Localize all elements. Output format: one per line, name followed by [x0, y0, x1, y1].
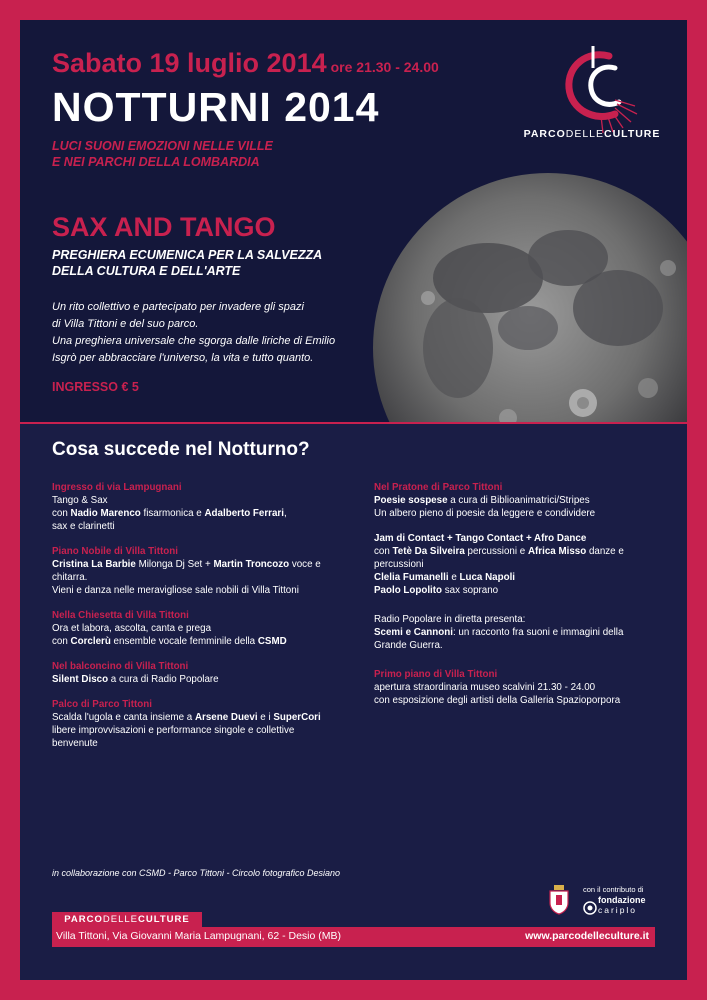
program-item: Jam di Contact + Tango Contact + Afro Dance con Tetè Da Silveira percussioni e Africa Misso danze e percussioni Clelia Fumanelli e Luca Napoli Paolo Lopolito sax soprano — [374, 533, 624, 596]
collaboration-note: in collaborazione con CSMD - Parco Tittoni - Circolo fotografico Desiano — [52, 868, 341, 878]
divider — [20, 422, 687, 424]
footer-logo: PARCODELLECULTURE — [52, 912, 202, 927]
program-column-left — [52, 481, 362, 762]
footer-bar — [52, 927, 655, 947]
event-title: NOTTURNI 2014 — [52, 84, 380, 130]
event-date: Sabato 19 luglio 2014 ore 21.30 - 24.00 — [52, 48, 439, 78]
program-item: Nel balconcino di Villa Tittoni Silent Disco a cura di Radio Popolare — [52, 661, 219, 685]
headline-title: SAX AND TANGO — [52, 212, 276, 242]
program-item: Primo piano di Villa Tittoni apertura straordinaria museo scalvini 21.30 - 24.00 con esposizione degli artisti della Galleria Spazioporpora — [374, 669, 621, 706]
website-link[interactable]: www.parcodelleculture.it — [525, 930, 649, 942]
headline-description: Un rito collettivo e partecipato per invadere gli spazi di Villa Tittoni e del suo parco. Una preghiera universale che sgorga dalle liriche di Emilio Isgrò per abbracciare l'universo, la vita e tutto quanto. — [52, 301, 336, 364]
program-item: Radio Popolare in diretta presenta: Scemi e Cannoni: un racconto fra suoni e immagini della Grande Guerra. — [374, 614, 624, 651]
fondazione-cariplo-text: fondazione cariplo — [598, 895, 646, 915]
program-title: Cosa succede nel Notturno? — [52, 439, 310, 460]
header-panel — [20, 20, 687, 422]
municipal-crest-icon — [548, 885, 570, 915]
logo-wordmark: PARCODELLECULTURE — [523, 128, 661, 140]
address: Villa Tittoni, Via Giovanni Maria Lampugnani, 62 - Desio (MB) — [56, 930, 341, 942]
moon-image — [368, 168, 687, 422]
headline-subtitle: PREGHIERA ECUMENICA PER LA SALVEZZA DELLA CULTURA E DELL'ARTE — [52, 248, 323, 278]
program-column-right — [374, 481, 684, 719]
program-item: Piano Nobile di Villa Tittoni Cristina La Barbie Milonga Dj Set + Martin Troncozo voce e chitarra. Vieni e danza nelle meravigliose sale nobili di Villa Tittoni — [52, 546, 321, 596]
contribution-label: con il contributo di — [583, 885, 644, 894]
program-item: Palco di Parco Tittoni Scalda l'ugola e canta insieme a Arsene Duevi e i SuperCori libere improvvisazioni e performance singole e collettive benvenute — [52, 699, 321, 749]
program-item: Nella Chiesetta di Villa Tittoni Ora et labora, ascolta, canta e prega con Corclerù ensemble vocale femminile della CSMD — [52, 610, 287, 647]
ticket-price: INGRESSO € 5 — [52, 380, 139, 394]
program-item: Nel Pratone di Parco Tittoni Poesie sospese a cura di Biblioanimatrici/Stripes Un albero pieno di poesie da leggere e condividere — [374, 482, 596, 519]
program-item: Ingresso di via Lampugnani Tango & Sax con Nadio Marenco fisarmonica e Adalberto Ferrari, sax e clarinetti — [52, 482, 287, 532]
event-time: ore 21.30 - 24.00 — [330, 59, 439, 75]
poster — [20, 20, 687, 980]
event-subtitle: LUCI SUONI EMOZIONI NELLE VILLE E NEI PARCHI DELLA LOMBARDIA — [52, 139, 273, 169]
